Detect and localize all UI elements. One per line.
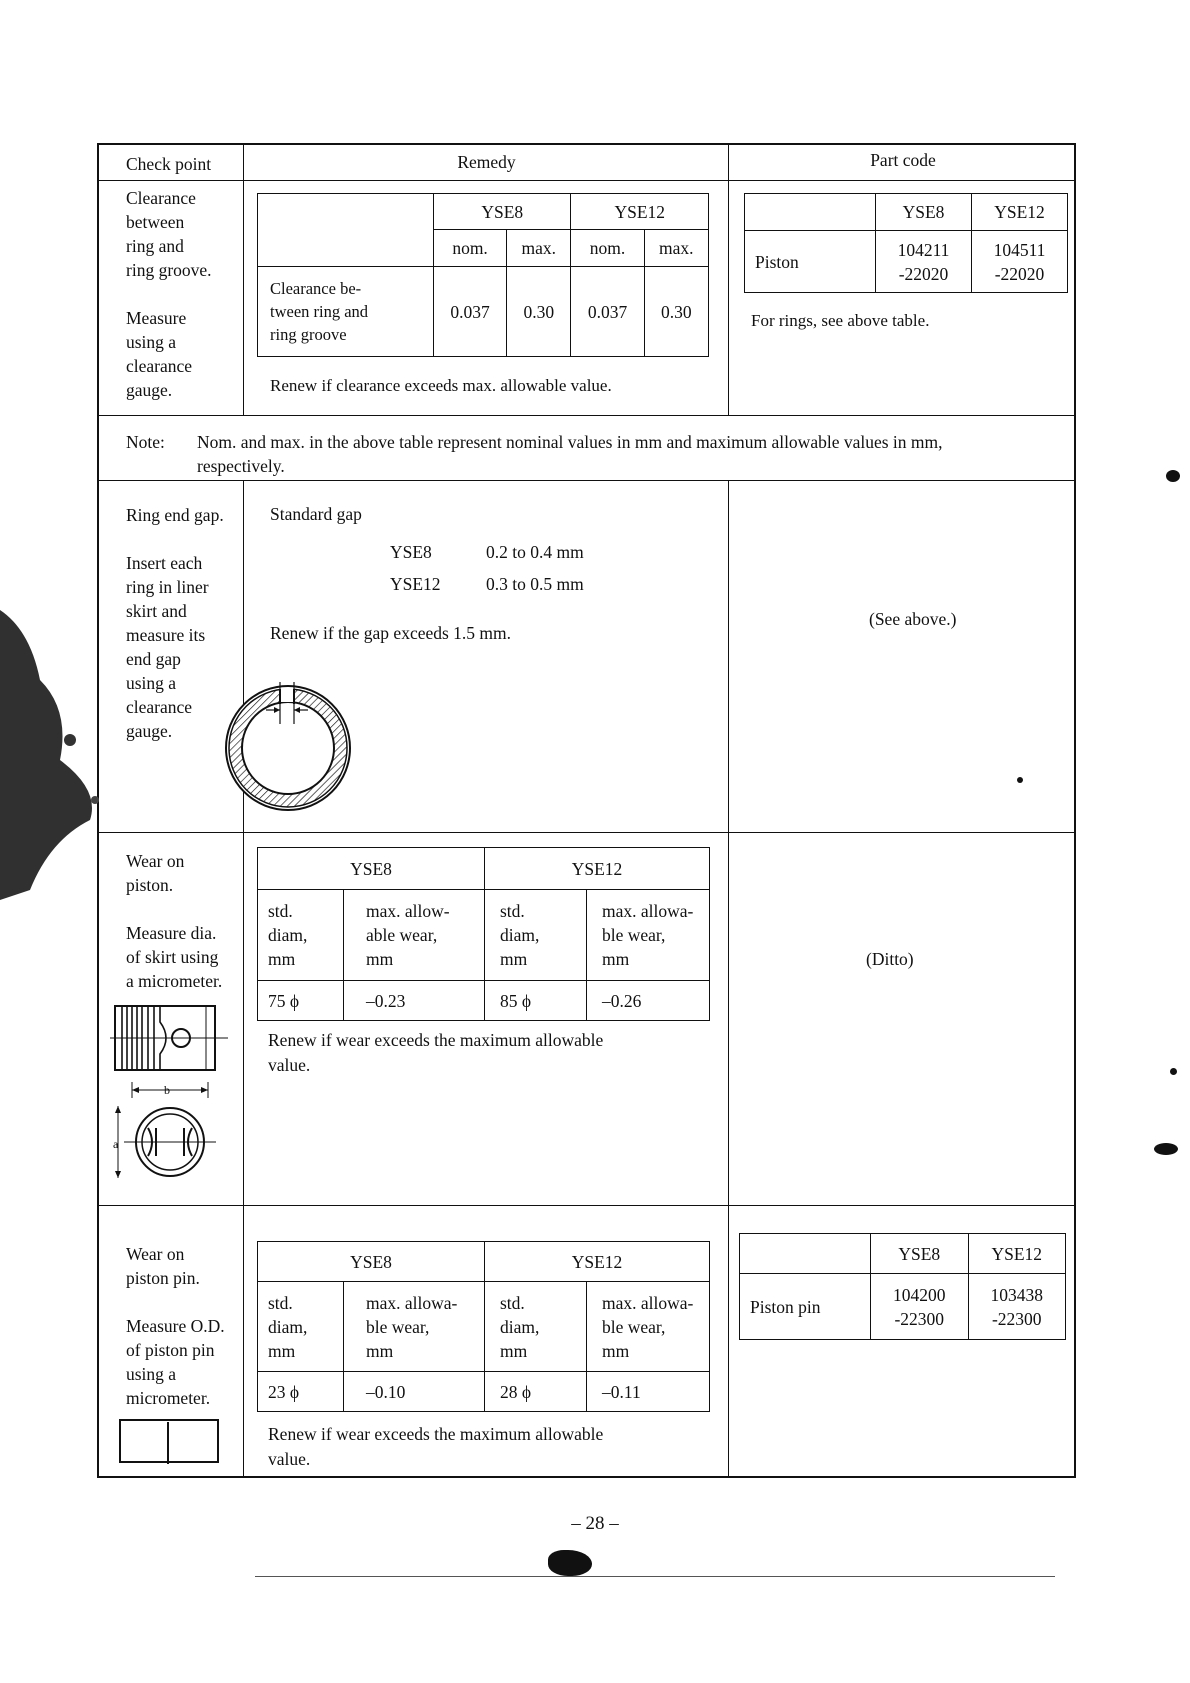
head-line: mm [500, 1340, 528, 1361]
value-cell: –0.26 [587, 981, 710, 1021]
head-cell [587, 1282, 710, 1372]
value-cell: 85 ϕ [485, 981, 587, 1021]
check-line: gauge. [126, 380, 173, 400]
part-code-line: -22020 [994, 263, 1045, 284]
row-label-line: ring groove [270, 325, 347, 344]
pin-renew-line-1: Renew if wear exceeds the maximum allowable [268, 1424, 604, 1444]
col-head: YSE8 [871, 1234, 969, 1274]
head-line: std. [500, 1292, 525, 1313]
check-line: of piston pin [126, 1340, 215, 1360]
col-head: YSE8 [434, 194, 571, 230]
row-label-line: tween ring and [270, 302, 369, 321]
gap-renew-text: Renew if the gap exceeds 1.5 mm. [270, 623, 512, 643]
row-label [258, 267, 434, 357]
check-line: gauge. [126, 721, 173, 741]
part-label: Piston pin [740, 1274, 871, 1340]
col-head: YSE8 [258, 1242, 485, 1282]
piston-part-table [744, 193, 1068, 293]
part-code-line: 104200 [893, 1284, 946, 1305]
head-line: mm [366, 949, 394, 969]
part-code-line: 103438 [990, 1284, 1043, 1305]
ditto-text: (Ditto) [866, 949, 914, 969]
piston-renew-line-2: value. [268, 1055, 311, 1075]
piston-pin-part-table [739, 1233, 1066, 1340]
row2-bottom-line [97, 832, 1076, 833]
value-cell: 0.037 [434, 267, 507, 357]
subcol-head: nom. [434, 230, 507, 267]
piston-top-figure [112, 1076, 232, 1180]
blank-corner [745, 194, 876, 231]
part-label: Piston [745, 231, 876, 293]
check-line: between [126, 212, 185, 232]
note-line-2: respectively. [197, 456, 285, 476]
check-line: skirt and [126, 601, 187, 621]
check-line: clearance [126, 356, 193, 376]
check-line: ring and [126, 236, 184, 256]
pin-renew-line-2: value. [268, 1449, 311, 1469]
part-code-cell [876, 231, 972, 293]
value-cell: 75 ϕ [258, 981, 344, 1021]
part-code-line: -22300 [991, 1308, 1042, 1329]
see-above-text: (See above.) [869, 609, 957, 629]
col-divider-2b [728, 480, 729, 1478]
head-line: max. allowa- [602, 1292, 694, 1313]
head-cell [258, 1282, 344, 1372]
subcol-head: nom. [571, 230, 644, 267]
check-line: Measure [126, 308, 187, 328]
dim-label-b: b [164, 1083, 170, 1097]
col-head: YSE12 [968, 1234, 1066, 1274]
check-line: ring groove. [126, 260, 212, 280]
header-part-code: Part code [870, 150, 936, 170]
head-cell [344, 890, 485, 981]
rings-note: For rings, see above table. [751, 311, 930, 330]
head-line: max. allow- [366, 901, 450, 921]
check-line: Wear on [126, 851, 185, 871]
part-code-line: -22300 [894, 1308, 945, 1329]
page-number: – 28 – [571, 1513, 619, 1534]
standard-gap-heading: Standard gap [270, 504, 362, 524]
header-check-point: Check point [126, 154, 212, 174]
head-line: mm [268, 949, 296, 969]
col-head: YSE8 [876, 194, 972, 231]
col-head: YSE12 [485, 1242, 710, 1282]
col-head: YSE8 [258, 848, 485, 890]
note-line-1: Nom. and max. in the above table represent nominal values in mm and maximum allowable values in mm, [197, 432, 943, 452]
value-cell: –0.23 [344, 981, 485, 1021]
check-line: Wear on [126, 1244, 185, 1264]
check-line: Measure O.D. [126, 1316, 225, 1336]
head-line: able wear, [366, 925, 438, 945]
piston-renew-line-1: Renew if wear exceeds the maximum allowable [268, 1030, 604, 1050]
head-line: max. allowa- [602, 901, 694, 921]
check-line: micrometer. [126, 1388, 211, 1408]
pin-wear-table [257, 1241, 710, 1412]
check-line: using a [126, 1364, 177, 1384]
check-line: Measure dia. [126, 923, 217, 943]
value-cell: 0.30 [644, 267, 708, 357]
head-line: diam, [500, 1316, 540, 1337]
part-code-line: -22020 [898, 263, 949, 284]
left-edge-smudge [0, 590, 120, 900]
col-divider-2 [728, 143, 729, 415]
gap-value: 0.2 to 0.4 mm [486, 542, 584, 562]
head-cell [485, 890, 587, 981]
col-divider-1 [243, 143, 244, 415]
value-cell: 0.30 [507, 267, 571, 357]
scan-smudge [1166, 470, 1180, 482]
scan-smudge [1017, 777, 1023, 783]
piston-wear-table [257, 847, 710, 1021]
head-line: std. [268, 1292, 293, 1313]
check-line: Insert each [126, 553, 203, 573]
head-line: std. [500, 901, 525, 921]
head-line: max. allowa- [366, 1292, 458, 1313]
head-line: diam, [500, 925, 540, 945]
scan-smudge [548, 1550, 592, 1576]
note-bottom-line [97, 480, 1076, 481]
head-line: ble wear, [602, 925, 666, 945]
value-cell: 23 ϕ [258, 1372, 344, 1412]
check-line: measure its [126, 625, 206, 645]
value-cell: –0.11 [587, 1372, 710, 1412]
gap-model: YSE12 [390, 574, 441, 594]
subcol-head: max. [507, 230, 571, 267]
head-line: ble wear, [366, 1316, 430, 1337]
head-line: mm [602, 949, 630, 969]
check-line: Ring end gap. [126, 505, 224, 525]
head-line: ble wear, [602, 1316, 666, 1337]
head-line: mm [366, 1340, 394, 1361]
head-line: mm [500, 949, 528, 969]
piston-ring-figure [216, 672, 366, 822]
value-cell: –0.10 [344, 1372, 485, 1412]
row1-bottom-line [97, 415, 1076, 416]
check-line: of skirt using [126, 947, 219, 967]
clearance-renew-text: Renew if clearance exceeds max. allowable value. [270, 376, 612, 395]
gap-value: 0.3 to 0.5 mm [486, 574, 584, 594]
head-line: diam, [268, 925, 308, 945]
check-line: piston pin. [126, 1268, 200, 1288]
head-cell [258, 890, 344, 981]
scan-smudge [1170, 1068, 1177, 1075]
head-cell [485, 1282, 587, 1372]
blank-corner [740, 1234, 871, 1274]
part-code-cell [871, 1274, 969, 1340]
col-head: YSE12 [571, 194, 709, 230]
bottom-scan-line [255, 1576, 1055, 1577]
dim-label-a: a [113, 1137, 119, 1151]
head-line: diam, [268, 1316, 308, 1337]
check-line: end gap [126, 649, 181, 669]
check-line: Clearance [126, 188, 196, 208]
piston-side-figure [110, 1000, 230, 1080]
row-label-line: Clearance be- [270, 279, 362, 298]
value-cell: 28 ϕ [485, 1372, 587, 1412]
part-code-cell [968, 1274, 1066, 1340]
head-cell [587, 890, 710, 981]
row3-bottom-line [97, 1205, 1076, 1206]
head-line: std. [268, 901, 293, 921]
check-line: a micrometer. [126, 971, 223, 991]
col-head: YSE12 [485, 848, 710, 890]
header-bottom-line [97, 180, 1076, 181]
part-code-cell [972, 231, 1068, 293]
gap-model: YSE8 [390, 542, 432, 562]
blank-corner [258, 194, 434, 267]
head-cell [344, 1282, 485, 1372]
check-line: using a [126, 332, 177, 352]
subcol-head: max. [644, 230, 708, 267]
value-cell: 0.037 [571, 267, 644, 357]
col-divider-1b [243, 480, 244, 1478]
piston-pin-figure [118, 1418, 222, 1466]
check-line: piston. [126, 875, 174, 895]
scan-smudge [1154, 1143, 1178, 1155]
part-code-line: 104511 [993, 239, 1046, 260]
note-label: Note: [126, 432, 165, 452]
clearance-table [257, 193, 709, 357]
check-line: using a [126, 673, 177, 693]
head-line: mm [602, 1340, 630, 1361]
part-code-line: 104211 [897, 239, 950, 260]
check-line: ring in liner [126, 577, 209, 597]
header-remedy: Remedy [457, 152, 516, 172]
head-line: mm [268, 1340, 296, 1361]
col-head: YSE12 [972, 194, 1068, 231]
check-line: clearance [126, 697, 193, 717]
